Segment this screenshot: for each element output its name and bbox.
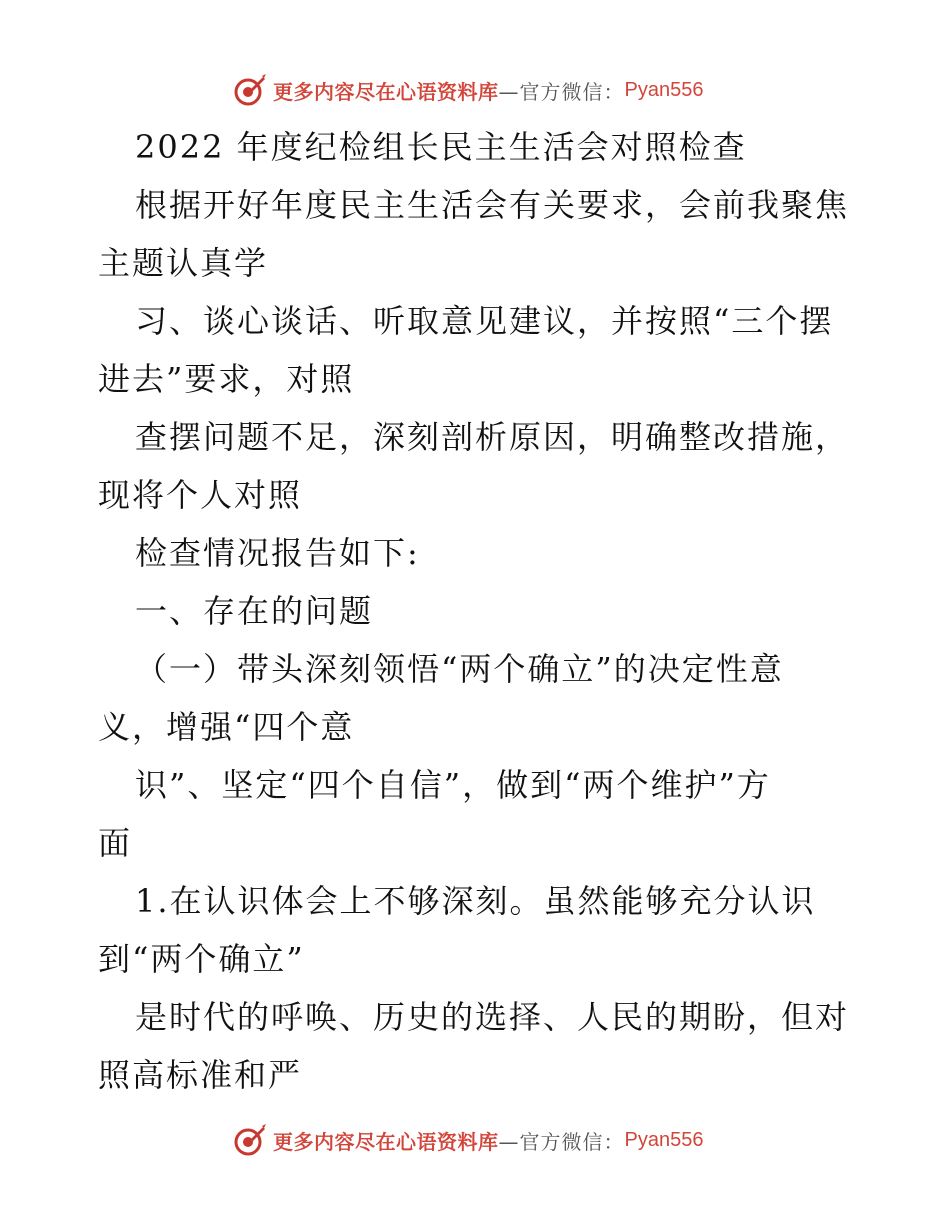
paragraph-line: 进去”要求，对照 (98, 360, 355, 398)
watermark-banner-top (233, 72, 703, 108)
paragraph-line: 义，增强“四个意 (98, 708, 355, 746)
paragraph-line: 根据开好年度民主生活会有关要求，会前我聚焦 (135, 186, 850, 224)
paragraph-line: 是时代的呼唤、历史的选择、人民的期盼，但对 (135, 998, 850, 1036)
document-body (98, 118, 858, 1104)
watermark-text: 更多内容尽在心语资料库 (273, 1129, 499, 1154)
watermark-wechat-id: Pyan556 (624, 1128, 704, 1151)
pen-logo-icon (233, 73, 267, 107)
paragraph-line: 查摆问题不足，深刻剖析原因，明确整改措施， (135, 418, 850, 456)
paragraph-line: 照高标准和严 (98, 1056, 303, 1094)
watermark-separator: —官方微信： (498, 1129, 625, 1154)
watermark-separator: —官方微信： (498, 79, 625, 104)
numbered-item: 1.在认识体会上不够深刻。虽然能够充分认识 (135, 882, 816, 920)
document-title: 2022 年度纪检组长民主生活会对照检查 (135, 128, 747, 166)
paragraph-line: 检查情况报告如下: (135, 534, 420, 572)
paragraph-line: 习、谈心谈话、听取意见建议，并按照“三个摆 (135, 302, 834, 340)
watermark-banner-bottom (233, 1122, 703, 1158)
subsection-heading: （一）带头深刻领悟“两个确立”的决定性意 (135, 650, 784, 688)
watermark-wechat-id: Pyan556 (624, 78, 704, 101)
section-heading: 一、存在的问题 (135, 592, 374, 630)
paragraph-line: 面 (98, 824, 133, 862)
paragraph-line: 到“两个确立” (98, 940, 305, 978)
paragraph-line: 现将个人对照 (98, 476, 303, 514)
watermark-text: 更多内容尽在心语资料库 (273, 79, 499, 104)
pen-logo-icon (233, 1123, 267, 1157)
paragraph-line: 识”、坚定“四个自信”，做到“两个维护”方 (135, 766, 771, 804)
paragraph-line: 主题认真学 (98, 244, 269, 282)
